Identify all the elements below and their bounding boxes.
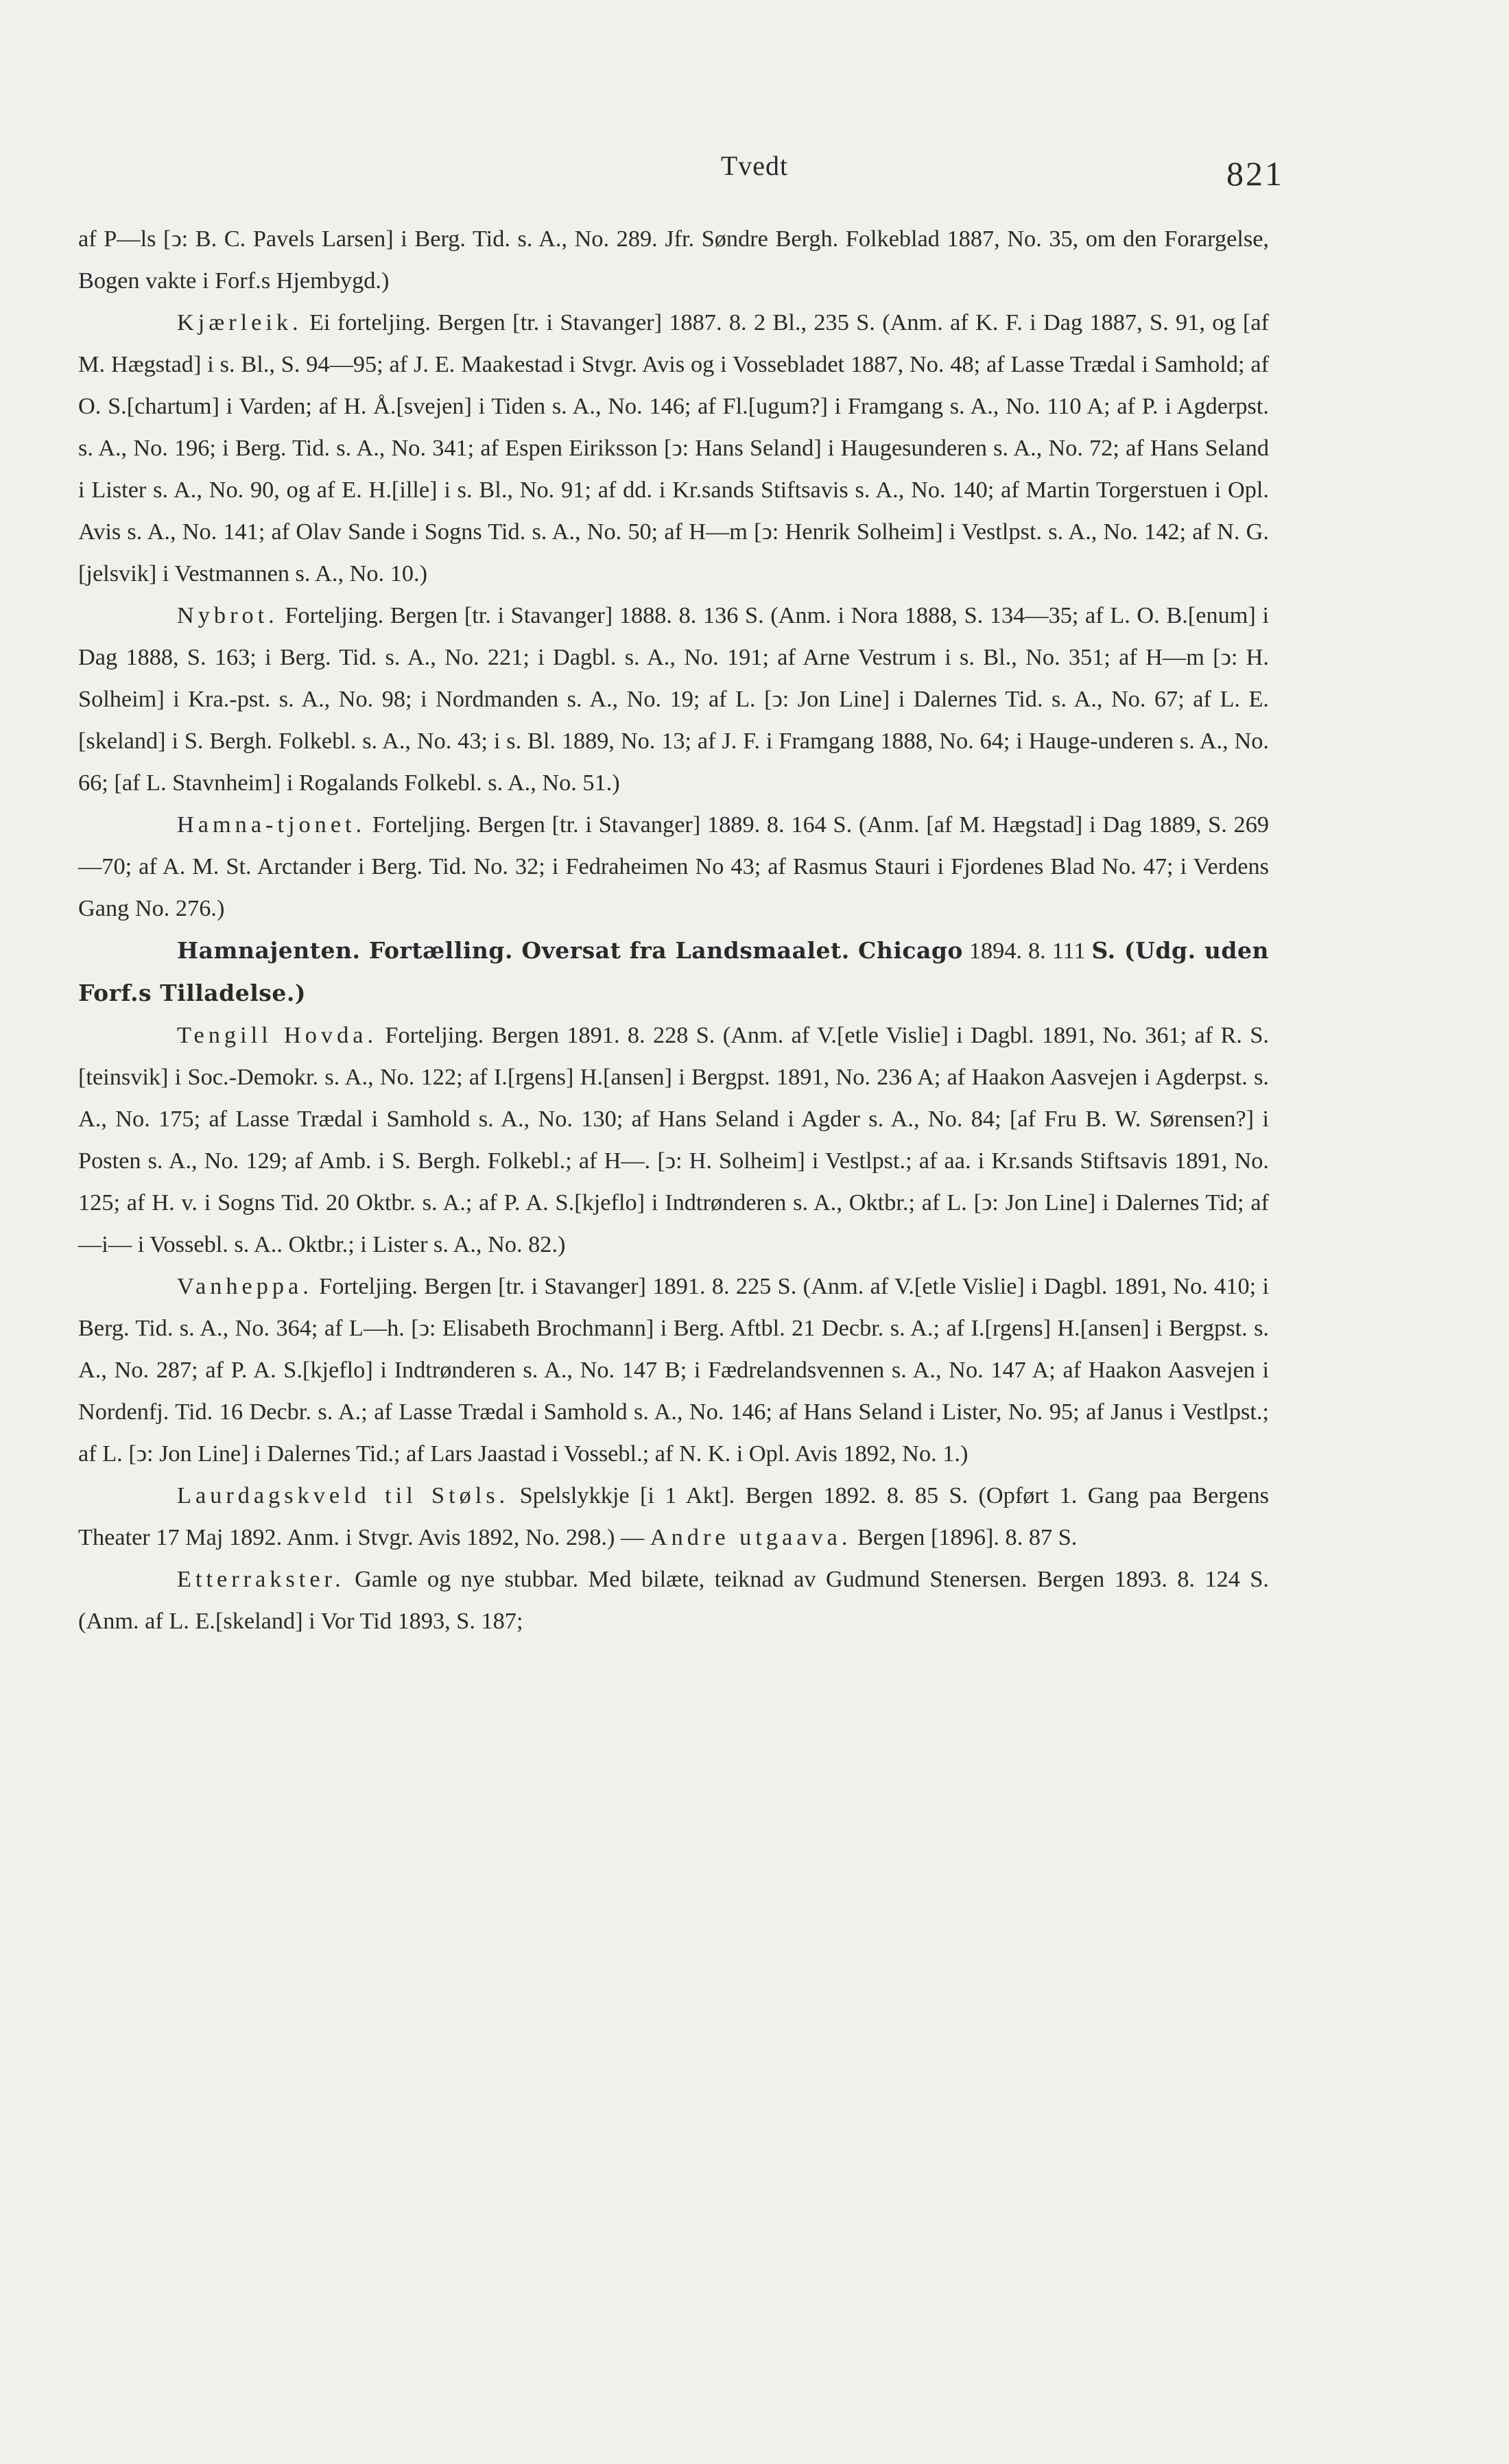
entry-title: Tengill Hovda. bbox=[177, 1022, 378, 1048]
entry-subtitle: Andre utgaava. bbox=[650, 1524, 852, 1550]
entry-fraktur-title: Hamnajenten. Fortælling. Oversat fra Landsmaalet. Chicago bbox=[177, 937, 963, 964]
entry-text: Forteljing. Bergen [tr. i Stavanger] 1889. 8. 164 S. (Anm. [af M. Hægstad] i Dag 1889, S. 269—70; af A. M. St. Arctander i Berg. Tid. No. 32; i Fedraheimen No 43; af Rasmus Stauri i Fjordenes Blad No. 47; i Verdens Gang No. 276.) bbox=[78, 812, 1269, 921]
entry-text: Forteljing. Bergen [tr. i Stavanger] 1888. 8. 136 S. (Anm. i Nora 1888, S. 134—35; af L. O. B.[enum] i Dag 1888, S. 163; i Berg. Tid. s. A., No. 221; i Dagbl. s. A., No. 191; af Arne Vestrum i s. Bl., No. 351; af H—m [ↄ: H. Solheim] i Kra.-pst. s. A., No. 98; i Nordmanden s. A., No. 19; af L. [ↄ: Jon Line] i Dalernes Tid. s. A., No. 67; af L. E.[skeland] i S. Bergh. Folkebl. s. A., No. 43; i s. Bl. 1889, No. 13; af J. F. i Framgang 1888, No. 64; i Hauge-underen s. A., No. 66; [af L. Stavnheim] i Rogalands Folkebl. s. A., No. 51.) bbox=[78, 602, 1269, 796]
entry-hamna-tjonet bbox=[78, 804, 1269, 929]
entry-text: Spelslykkje [i 1 Akt]. Bergen 1892. 8. 85 S. (Opført 1. Gang paa Bergens Theater 17 Maj 1892. Anm. i Stvgr. Avis 1892, No. 298.) — bbox=[78, 1482, 1269, 1550]
entry-laurdagskveld bbox=[78, 1475, 1269, 1559]
entry-fraktur-note: S. (Udg. uden Forf.s Tilladelse.) bbox=[78, 937, 1269, 1006]
entry-title: Vanheppa. bbox=[177, 1273, 313, 1299]
entry-text: Ei forteljing. Bergen [tr. i Stavanger] 1887. 8. 2 Bl., 235 S. (Anm. af K. F. i Dag 1887, S. 91, og [af M. Hægstad] i s. Bl., S. 94—95; af J. E. Maakestad i Stvgr. Avis og i Vossebladet 1887, No. 48; af Lasse Trædal i Samhold; af O. S.[chartum] i Varden; af H. Å.[svejen] i Tiden s. A., No. 146; af Fl.[ugum?] i Framgang s. A., No. 110 A; af P. i Agderpst. s. A., No. 196; i Berg. Tid. s. A., No. 341; af Espen Eiriksson [ↄ: Hans Seland] i Haugesunderen s. A., No. 72; af Hans Seland i Lister s. A., No. 90, og af E. H.[ille] i s. Bl., No. 91; af dd. i Kr.sands Stiftsavis s. A., No. 140; af Martin Torgerstuen i Opl. Avis s. A., No. 141; af Olav Sande i Sogns Tid. s. A., No. 50; af H—m [ↄ: Henrik Solheim] i Vestlpst. s. A., No. 142; af N. G.[jelsvik] i Vestmannen s. A., No. 10.) bbox=[78, 309, 1269, 587]
entry-text: Forteljing. Bergen [tr. i Stavanger] 1891. 8. 225 S. (Anm. af V.[etle Vislie] i Dagbl. 1891, No. 410; i Berg. Tid. s. A., No. 364; af L—h. [ↄ: Elisabeth Brochmann] i Berg. Aftbl. 21 Decbr. s. A.; af I.[rgens] H.[ansen] i Bergpst. s. A., No. 287; af P. A. S.[kjeflo] i Indtrønderen s. A., No. 147 B; i Fædrelandsvennen s. A., No. 147 A; af Haakon Aasvejen i Nordenfj. Tid. 16 Decbr. s. A.; af Lasse Trædal i Samhold s. A., No. 146; af Hans Seland i Lister, No. 95; af Janus i Vestlpst.; af L. [ↄ: Jon Line] i Dalernes Tid.; af Lars Jaastad i Vossebl.; af N. K. i Opl. Avis 1892, No. 1.) bbox=[78, 1273, 1269, 1467]
entry-nybrot bbox=[78, 595, 1269, 804]
running-head: Tvedt bbox=[720, 150, 789, 181]
entry-title: Etterrakster. bbox=[177, 1566, 345, 1592]
entry-title: Kjærleik. bbox=[177, 309, 302, 335]
entry-text: af P—ls [ↄ: B. C. Pavels Larsen] i Berg. Tid. s. A., No. 289. Jfr. Søndre Bergh. Folkeblad 1887, No. 35, om den Forargelse, Bogen vakte i Forf.s Hjembygd.) bbox=[78, 226, 1269, 294]
entry-text: Forteljing. Bergen 1891. 8. 228 S. (Anm. af V.[etle Vislie] i Dagbl. 1891, No. 361; af R. S.[teinsvik] i Soc.-Demokr. s. A., No. 122; af I.[rgens] H.[ansen] i Bergpst. 1891, No. 236 A; af Haakon Aasvejen i Agderpst. s. A., No. 175; af Lasse Trædal i Samhold s. A., No. 130; af Hans Seland i Agder s. A., No. 84; [af Fru B. W. Sørensen?] i Posten s. A., No. 129; af Amb. i S. Bergh. Folkebl.; af H—. [ↄ: H. Solheim] i Vestlpst.; af aa. i Kr.sands Stiftsavis 1891, No. 125; af H. v. i Sogns Tid. 20 Oktbr. s. A.; af P. A. S.[kjeflo] i Indtrønderen s. A., Oktbr.; af L. [ↄ: Jon Line] i Dalernes Tid; af —i— i Vossebl. s. A.. Oktbr.; i Lister s. A., No. 82.) bbox=[78, 1022, 1270, 1257]
entry-kjaerleik bbox=[78, 302, 1269, 595]
bibliography-text bbox=[78, 218, 1269, 1642]
entry-etterrakster bbox=[78, 1559, 1269, 1642]
page-header bbox=[0, 150, 1509, 204]
page-number: 821 bbox=[1226, 154, 1284, 193]
entry-title: Nybrot. bbox=[177, 602, 278, 628]
entry-text: Bergen [1896]. 8. 87 S. bbox=[851, 1524, 1078, 1550]
entry-tengill-hovda bbox=[78, 1015, 1269, 1266]
entry-title: Hamna-tjonet. bbox=[177, 812, 366, 838]
entry-hamnajenten bbox=[78, 929, 1269, 1015]
entry-text: 1894. 8. 111 bbox=[962, 938, 1092, 964]
entry-title: Laurdagskveld til Støls. bbox=[177, 1482, 510, 1508]
entry-vanheppa bbox=[78, 1266, 1269, 1475]
entry-text: Gamle og nye stubbar. Med bilæte, teiknad av Gudmund Stenersen. Bergen 1893. 8. 124 S. (Anm. af L. E.[skeland] i Vor Tid 1893, S. 187; bbox=[78, 1566, 1269, 1634]
entry-continuation bbox=[78, 218, 1269, 302]
